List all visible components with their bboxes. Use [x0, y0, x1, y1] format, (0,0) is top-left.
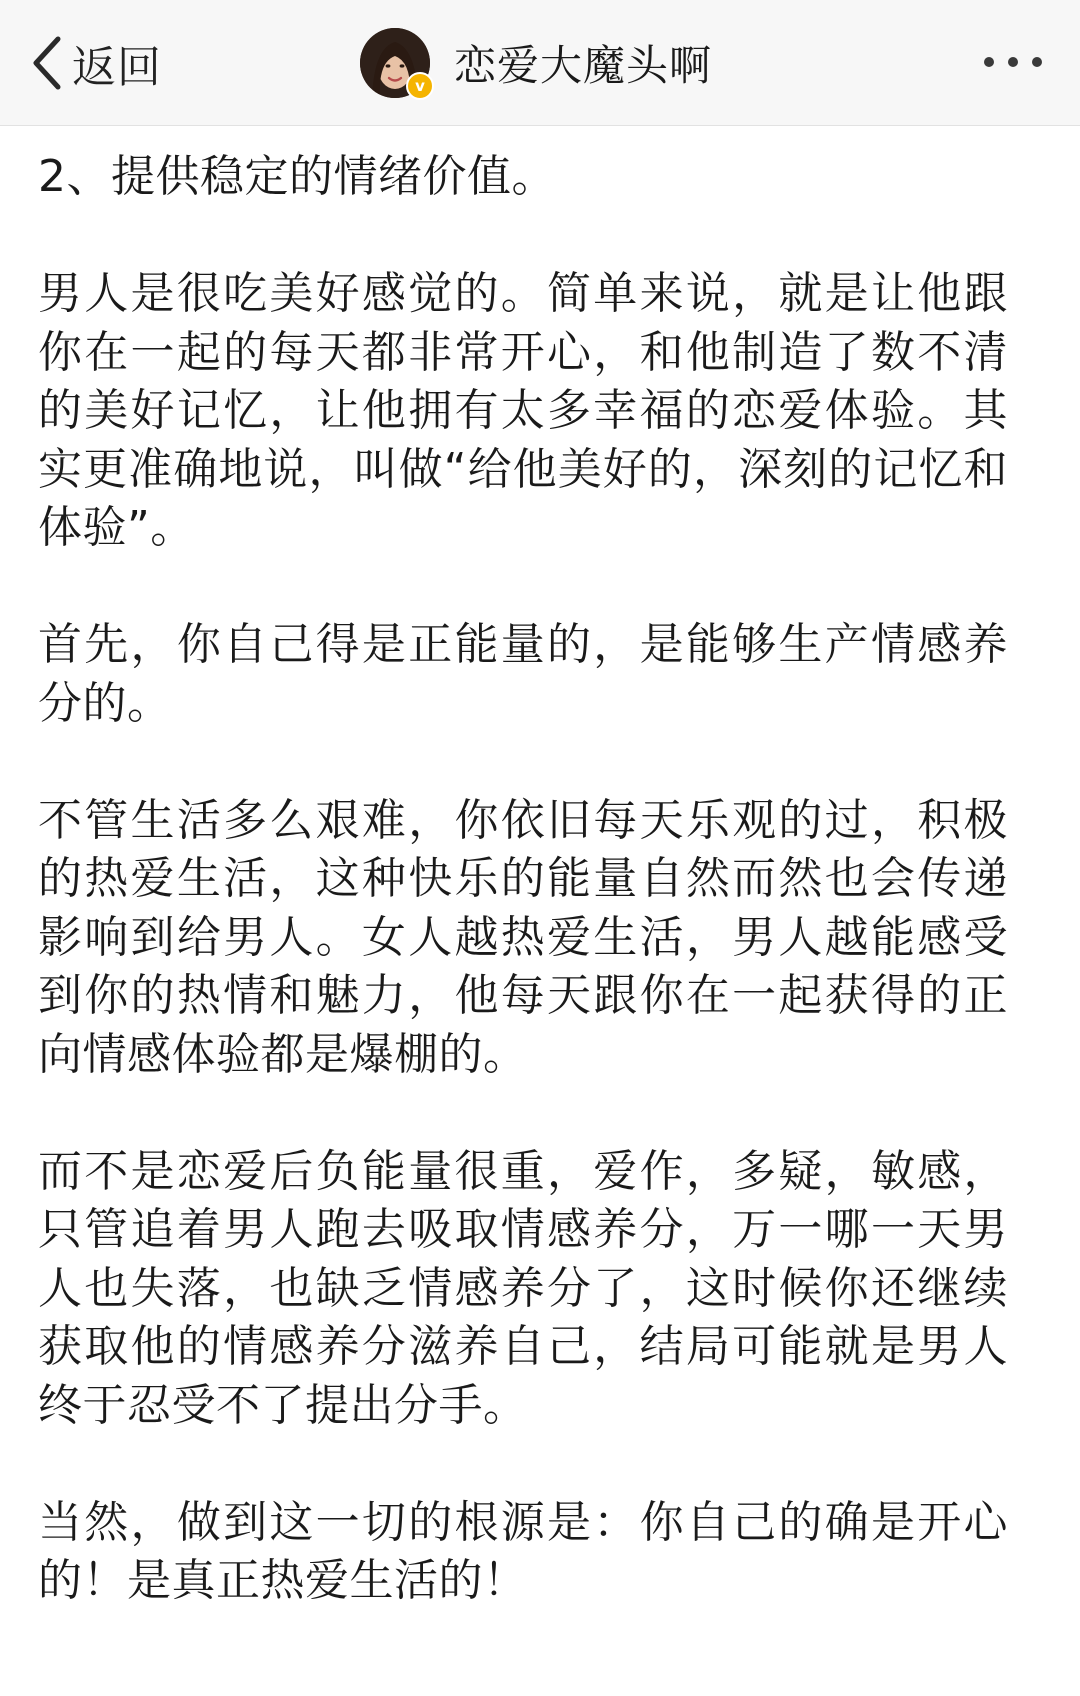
username[interactable]: 恋爱大魔头啊: [454, 41, 713, 90]
dot: [1032, 57, 1042, 67]
verified-badge-icon: v: [406, 72, 434, 100]
chevron-left-icon: [30, 35, 64, 91]
more-dots-icon[interactable]: [984, 44, 1042, 80]
back-label: 返回: [72, 42, 162, 93]
post-body: [38, 148, 1008, 1669]
paragraph: 当然，做到这一切的根源是：你自己的确是开心的！是真正热爱生活的！: [38, 1496, 1008, 1606]
paragraph: 不管生活多么艰难，你依旧每天乐观的过，积极的热爱生活，这种快乐的能量自然而然也会传递影响到给男人。女人越热爱生活，男人越能感受到你的热情和魅力，他每天跟你在一起获得的正向情感体验都是爆棚的。: [38, 794, 1008, 1080]
dot: [1008, 57, 1018, 67]
paragraph: 男人是很吃美好感觉的。简单来说，就是让他跟你在一起的每天都非常开心，和他制造了数不清的美好记忆，让他拥有太多幸福的恋爱体验。其实更准确地说，叫做“给他美好的，深刻的记忆和体验”。: [38, 268, 1008, 553]
profile-header[interactable]: [360, 26, 712, 100]
avatar[interactable]: [360, 28, 430, 98]
paragraph-heading: 2、提供稳定的情绪价值。: [38, 151, 556, 202]
dot: [984, 57, 994, 67]
paragraph: 首先，你自己得是正能量的，是能够生产情感养分的。: [38, 619, 1008, 729]
paragraph: 而不是恋爱后负能量很重，爱作，多疑，敏感，只管追着男人跑去吸取情感养分，万一哪一天男人也失落，也缺乏情感养分了，这时候你还继续获取他的情感养分滋养自己，结局可能就是男人终于忍受不了提出分手。: [38, 1145, 1008, 1431]
back-button[interactable]: [30, 30, 162, 96]
top-nav-bar: [0, 0, 1080, 126]
